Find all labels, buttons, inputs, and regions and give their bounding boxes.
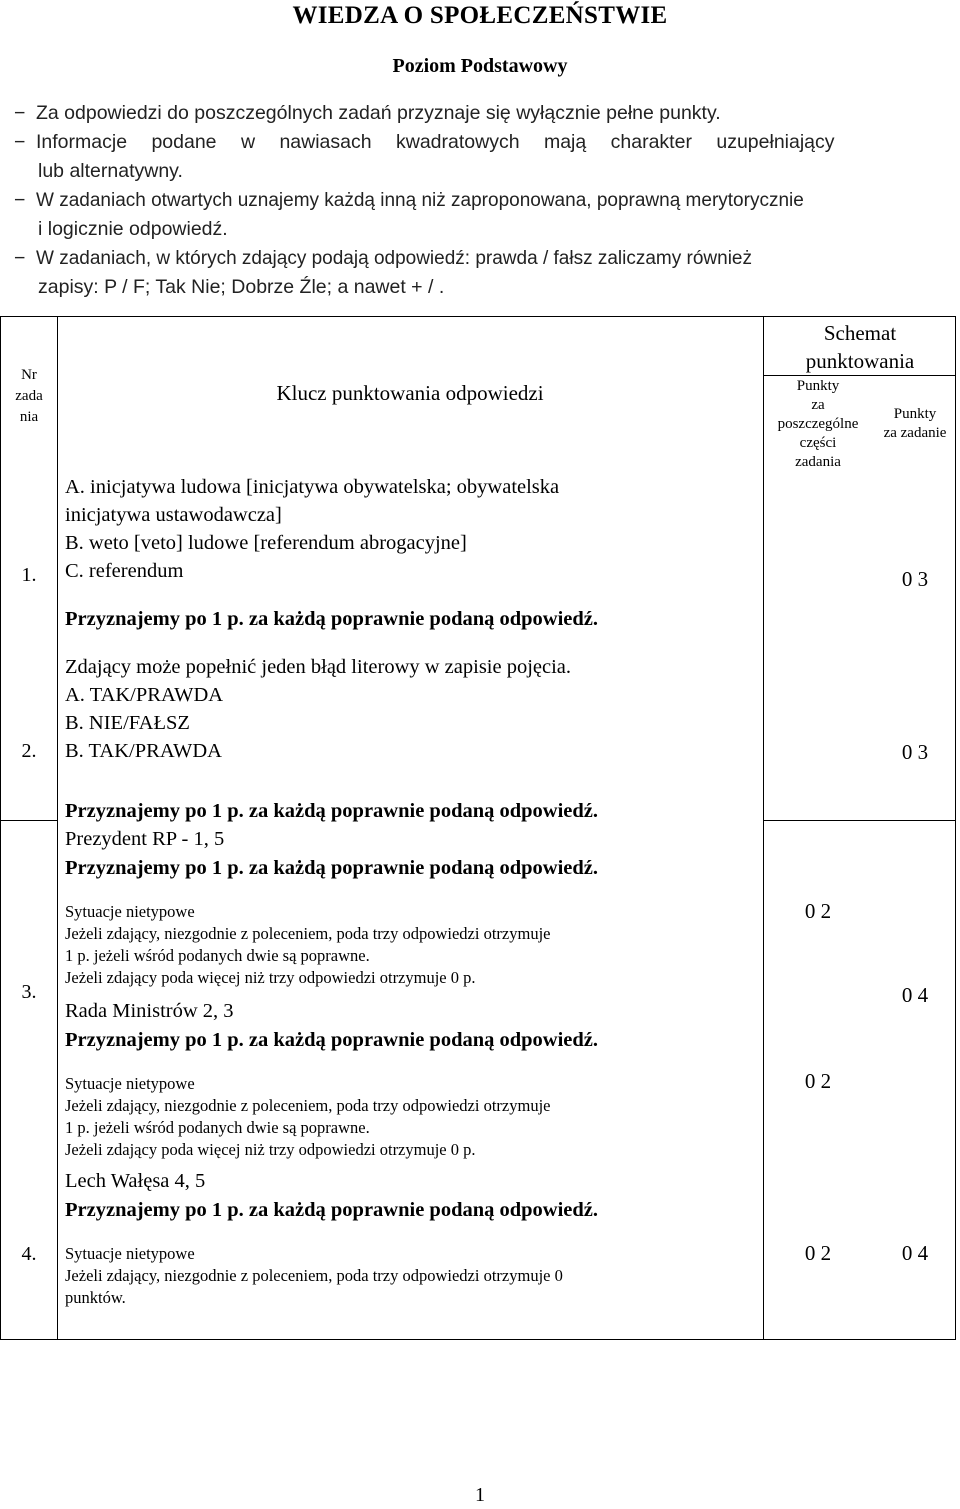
answer-line: inicjatywa ustawodawcza] [65, 504, 282, 526]
task-number: 4. [21, 1243, 37, 1265]
scoring-rule: Przyznajemy po 1 p. za każdą poprawnie podaną odpowiedź. [65, 1199, 599, 1221]
rule-item [14, 128, 954, 186]
header-nr-line: nia [19, 409, 39, 425]
rule-item [14, 186, 954, 244]
header-line: za zadanie [883, 425, 947, 441]
rule-item [14, 244, 954, 302]
atypical-line: Jeżeli zdający, niezgodnie z poleceniem, poda trzy odpowiedzi otrzymuje [65, 924, 551, 943]
row-divider [763, 820, 955, 821]
answer-line: A. TAK/PRAWDA [65, 684, 224, 706]
task-3-answer-2: Rada Ministrów 2, 3 [65, 1000, 234, 1022]
scoring-rule: Przyznajemy po 1 p. za każdą poprawnie podaną odpowiedź. [65, 1029, 599, 1051]
header-line: poszczególne [777, 416, 859, 432]
atypical-line: Jeżeli zdający, niezgodnie z poleceniem, poda trzy odpowiedzi otrzymuje [65, 1096, 551, 1115]
task-points: 0 3 [901, 567, 929, 591]
header-nr-line: Nr [21, 367, 37, 383]
rule-text-cont: i logicznie odpowiedź. [38, 218, 228, 240]
atypical-title: Sytuacje nietypowe [65, 1074, 195, 1093]
atypical-title: Sytuacje nietypowe [65, 1244, 195, 1263]
scoring-rule: Przyznajemy po 1 p. za każdą poprawnie podaną odpowiedź. [65, 608, 599, 630]
header-line: Punkty [893, 406, 937, 422]
rule-text: W zadaniach otwartych uznajemy każdą inną niż zaproponowana, poprawną merytorycznie [36, 190, 804, 211]
part-points: 0 2 [804, 899, 832, 923]
header-nr-line: zada [15, 388, 43, 404]
rule-text: Informacje podane w nawiasach kwadratowych mają charakter uzupełniający [36, 131, 835, 153]
atypical-situations [65, 1243, 563, 1309]
scoring-rule: Przyznajemy po 1 p. za każdą poprawnie podaną odpowiedź. [65, 800, 599, 822]
task-number: 1. [21, 564, 37, 586]
rule-text: Za odpowiedzi do poszczególnych zadań przyznaje się wyłącznie pełne punkty. [36, 102, 721, 124]
header-parts-points [763, 377, 873, 472]
header-klucz: Klucz punktowania odpowiedzi [276, 381, 544, 405]
part-points: 0 2 [804, 1241, 832, 1265]
row-divider [1, 820, 57, 821]
header-schemat-line: punktowania [805, 349, 915, 373]
header-task-points [873, 405, 957, 443]
scoring-table [0, 316, 956, 1340]
task-3-answer-1: Prezydent RP - 1, 5 [65, 828, 225, 850]
page-number: 1 [475, 1484, 485, 1506]
header-line: za [811, 397, 825, 413]
dash-marker: − [14, 131, 26, 153]
task-points: 0 4 [901, 1241, 929, 1265]
atypical-line: punktów. [65, 1288, 126, 1307]
rule-text-cont: zapisy: P / F; Tak Nie; Dobrze Źle; a nawet + / . [38, 276, 445, 298]
dash-marker: − [14, 247, 26, 269]
task-2-answers [65, 653, 571, 765]
task-points: 0 3 [901, 740, 929, 764]
header-line: Punkty [796, 378, 840, 394]
answer-line: B. TAK/PRAWDA [65, 740, 222, 762]
atypical-line: 1 p. jeżeli wśród podanych dwie są poprawne. [65, 946, 370, 965]
task-1-answers [65, 473, 559, 585]
scoring-rule: Przyznajemy po 1 p. za każdą poprawnie podaną odpowiedź. [65, 857, 599, 879]
answer-note: Zdający może popełnić jeden błąd literowy w zapisie pojęcia. [65, 656, 572, 678]
header-schemat [763, 319, 957, 375]
header-schemat-line: Schemat [823, 321, 897, 345]
atypical-line: Jeżeli zdający, niezgodnie z poleceniem, poda trzy odpowiedzi otrzymuje 0 [65, 1266, 563, 1285]
atypical-line: Jeżeli zdający poda więcej niż trzy odpowiedzi otrzymuje 0 p. [65, 1140, 476, 1159]
answer-line: C. referendum [65, 560, 184, 582]
part-points: 0 2 [804, 1069, 832, 1093]
header-line: zadania [795, 454, 841, 470]
task-number: 2. [21, 740, 37, 762]
rule-item [14, 99, 954, 128]
atypical-situations [65, 1073, 550, 1161]
grading-rules [14, 99, 954, 302]
dash-marker: − [14, 189, 26, 211]
answer-line: B. weto [veto] ludowe [referendum abrogacyjne] [65, 532, 467, 554]
atypical-line: Jeżeli zdający poda więcej niż trzy odpowiedzi otrzymuje 0 p. [65, 968, 476, 987]
atypical-situations [65, 901, 550, 989]
atypical-line: 1 p. jeżeli wśród podanych dwie są poprawne. [65, 1118, 370, 1137]
page-subtitle: Poziom Podstawowy [392, 55, 568, 77]
rule-text: W zadaniach, w których zdający podają odpowiedź: prawda / fałsz zaliczamy również [36, 248, 752, 269]
column-divider [57, 317, 58, 1339]
rule-text-cont: lub alternatywny. [38, 160, 183, 182]
row-divider [763, 375, 955, 376]
answer-line: A. inicjatywa ludowa [inicjatywa obywatelska; obywatelska [65, 476, 560, 498]
task-number: 3. [21, 981, 37, 1003]
page-title: WIEDZA O SPOŁECZEŃSTWIE [292, 2, 668, 29]
atypical-title: Sytuacje nietypowe [65, 902, 195, 921]
task-points: 0 4 [901, 983, 929, 1007]
header-line: części [799, 435, 837, 451]
task-4-answer: Lech Wałęsa 4, 5 [65, 1170, 206, 1192]
dash-marker: − [14, 102, 26, 124]
header-nr [1, 365, 57, 428]
answer-line: B. NIE/FAŁSZ [65, 712, 190, 734]
